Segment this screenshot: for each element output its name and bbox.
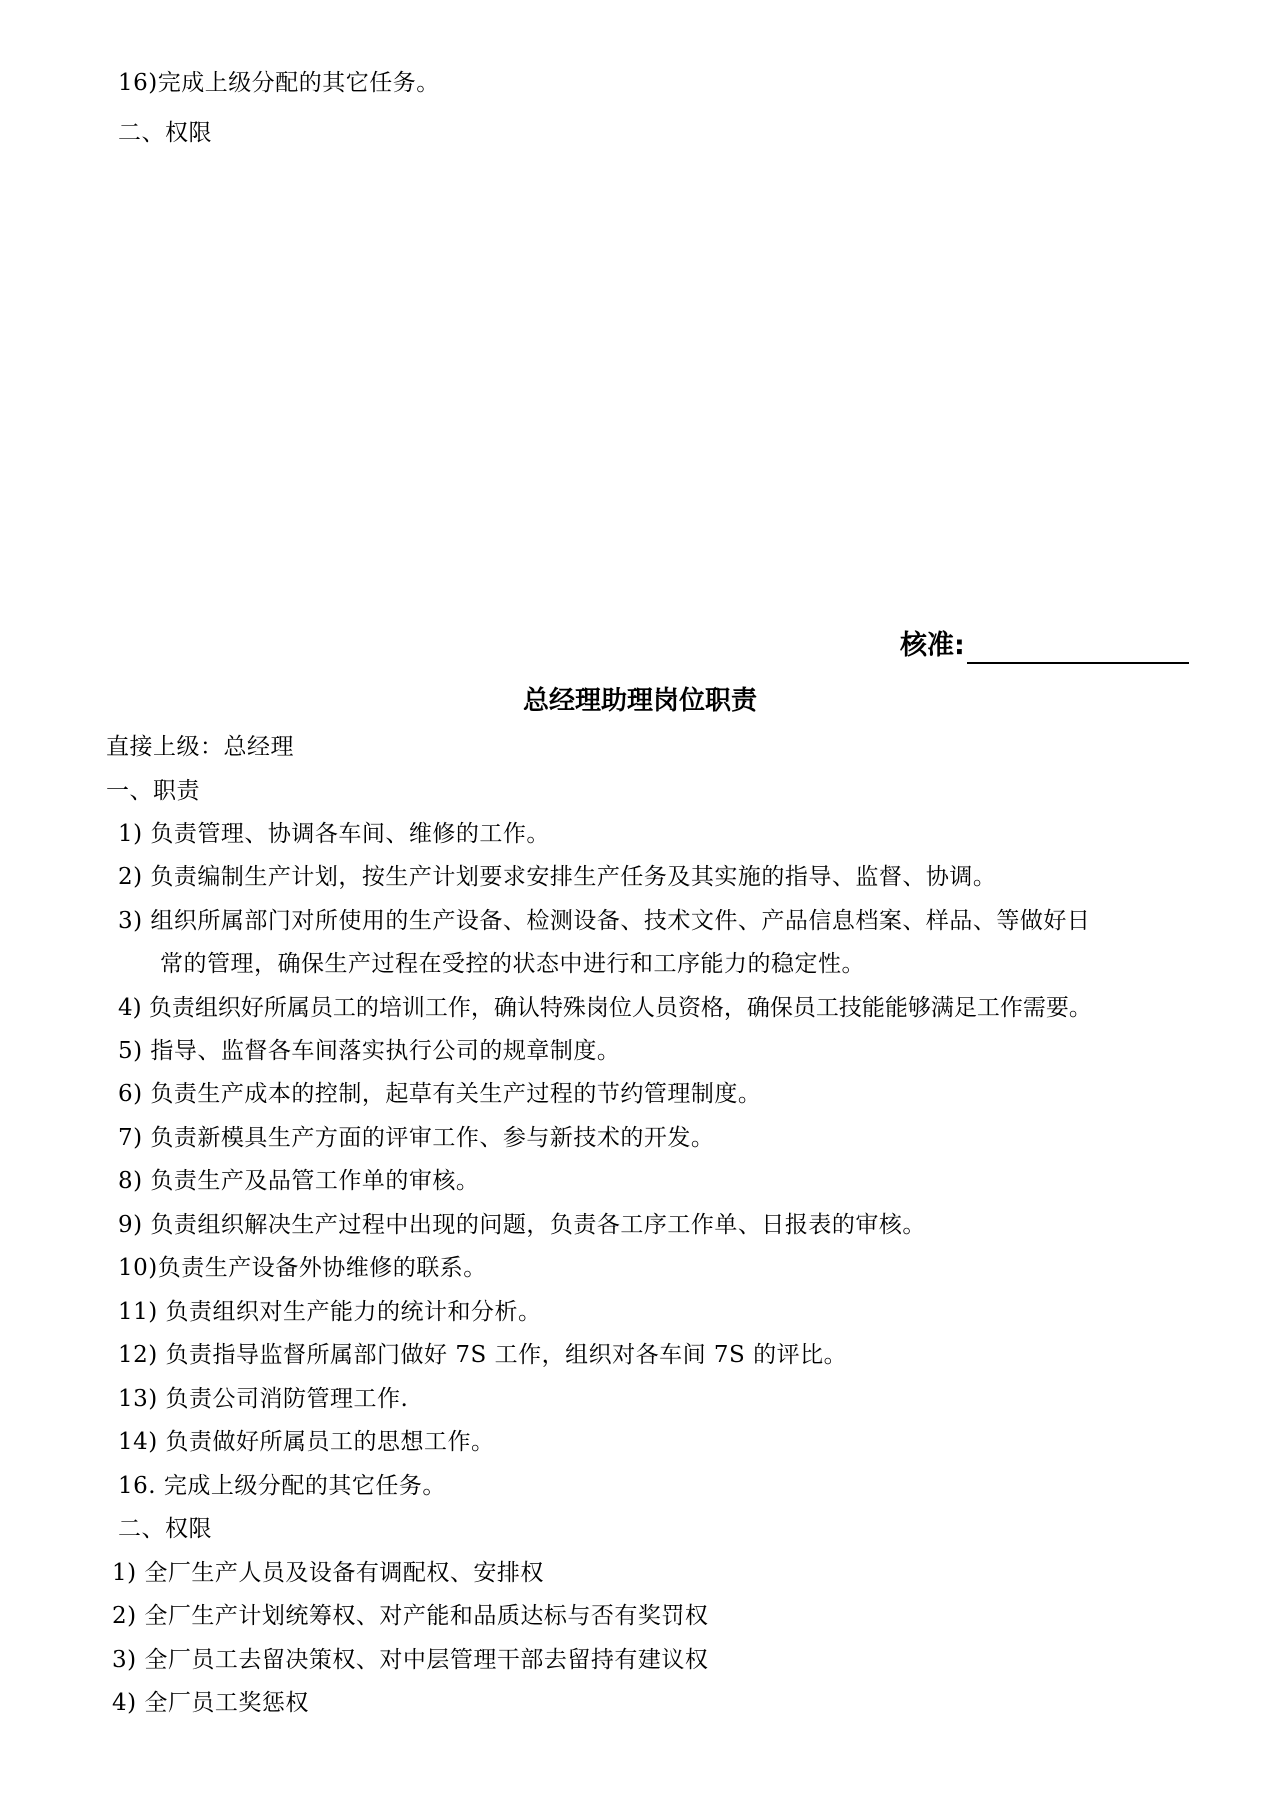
duty-item: 3) 组织所属部门对所使用的生产设备、检测设备、技术文件、产品信息档案、样品、等做好日 [118,908,1091,934]
duty-item: 8) 负责生产及品管工作单的审核。 [118,1168,480,1194]
rights-item: 1) 全厂生产人员及设备有调配权、安排权 [112,1560,544,1586]
duty-item: 16. 完成上级分配的其它任务。 [118,1473,446,1499]
top-item-16: 16)完成上级分配的其它任务。 [118,70,440,96]
duty-item: 11) 负责组织对生产能力的统计和分析。 [118,1299,542,1325]
duty-item: 9) 负责组织解决生产过程中出现的问题，负责各工序工作单、日报表的审核。 [118,1212,926,1238]
page-title: 总经理助理岗位职责 [522,686,757,716]
duty-item: 14) 负责做好所属员工的思想工作。 [118,1429,495,1455]
duty-item: 7) 负责新模具生产方面的评审工作、参与新技术的开发。 [118,1125,715,1151]
duty-item: 12) 负责指导监督所属部门做好 7S 工作，组织对各车间 7S 的评比。 [118,1342,848,1368]
approval-field [900,628,1189,664]
duty-item: 10)负责生产设备外协维修的联系。 [118,1255,487,1281]
duty-item: 5) 指导、监督各车间落实执行公司的规章制度。 [118,1038,621,1064]
approval-signature-line [967,632,1189,664]
rights-item: 2) 全厂生产计划统筹权、对产能和品质达标与否有奖罚权 [112,1603,709,1629]
approval-label: 核准: [900,630,965,661]
duty-item: 2) 负责编制生产计划，按生产计划要求安排生产任务及其实施的指导、监督、协调。 [118,864,997,890]
duty-item: 13) 负责公司消防管理工作. [118,1386,409,1412]
rights-item: 4) 全厂员工奖惩权 [112,1690,309,1716]
duty-item: 4) 负责组织好所属员工的培训工作，确认特殊岗位人员资格，确保员工技能能够满足工作需要。 [118,995,1092,1021]
direct-superior: 直接上级：总经理 [106,734,294,760]
top-section-rights-heading: 二、权限 [118,120,212,146]
rights-heading: 二、权限 [118,1516,212,1542]
rights-item: 3) 全厂员工去留决策权、对中层管理干部去留持有建议权 [112,1647,709,1673]
duties-heading: 一、职责 [106,778,200,804]
duty-item: 1) 负责管理、协调各车间、维修的工作。 [118,821,550,847]
duty-item-continuation: 常的管理，确保生产过程在受控的状态中进行和工序能力的稳定性。 [160,951,865,977]
duty-item: 6) 负责生产成本的控制，起草有关生产过程的节约管理制度。 [118,1081,762,1107]
